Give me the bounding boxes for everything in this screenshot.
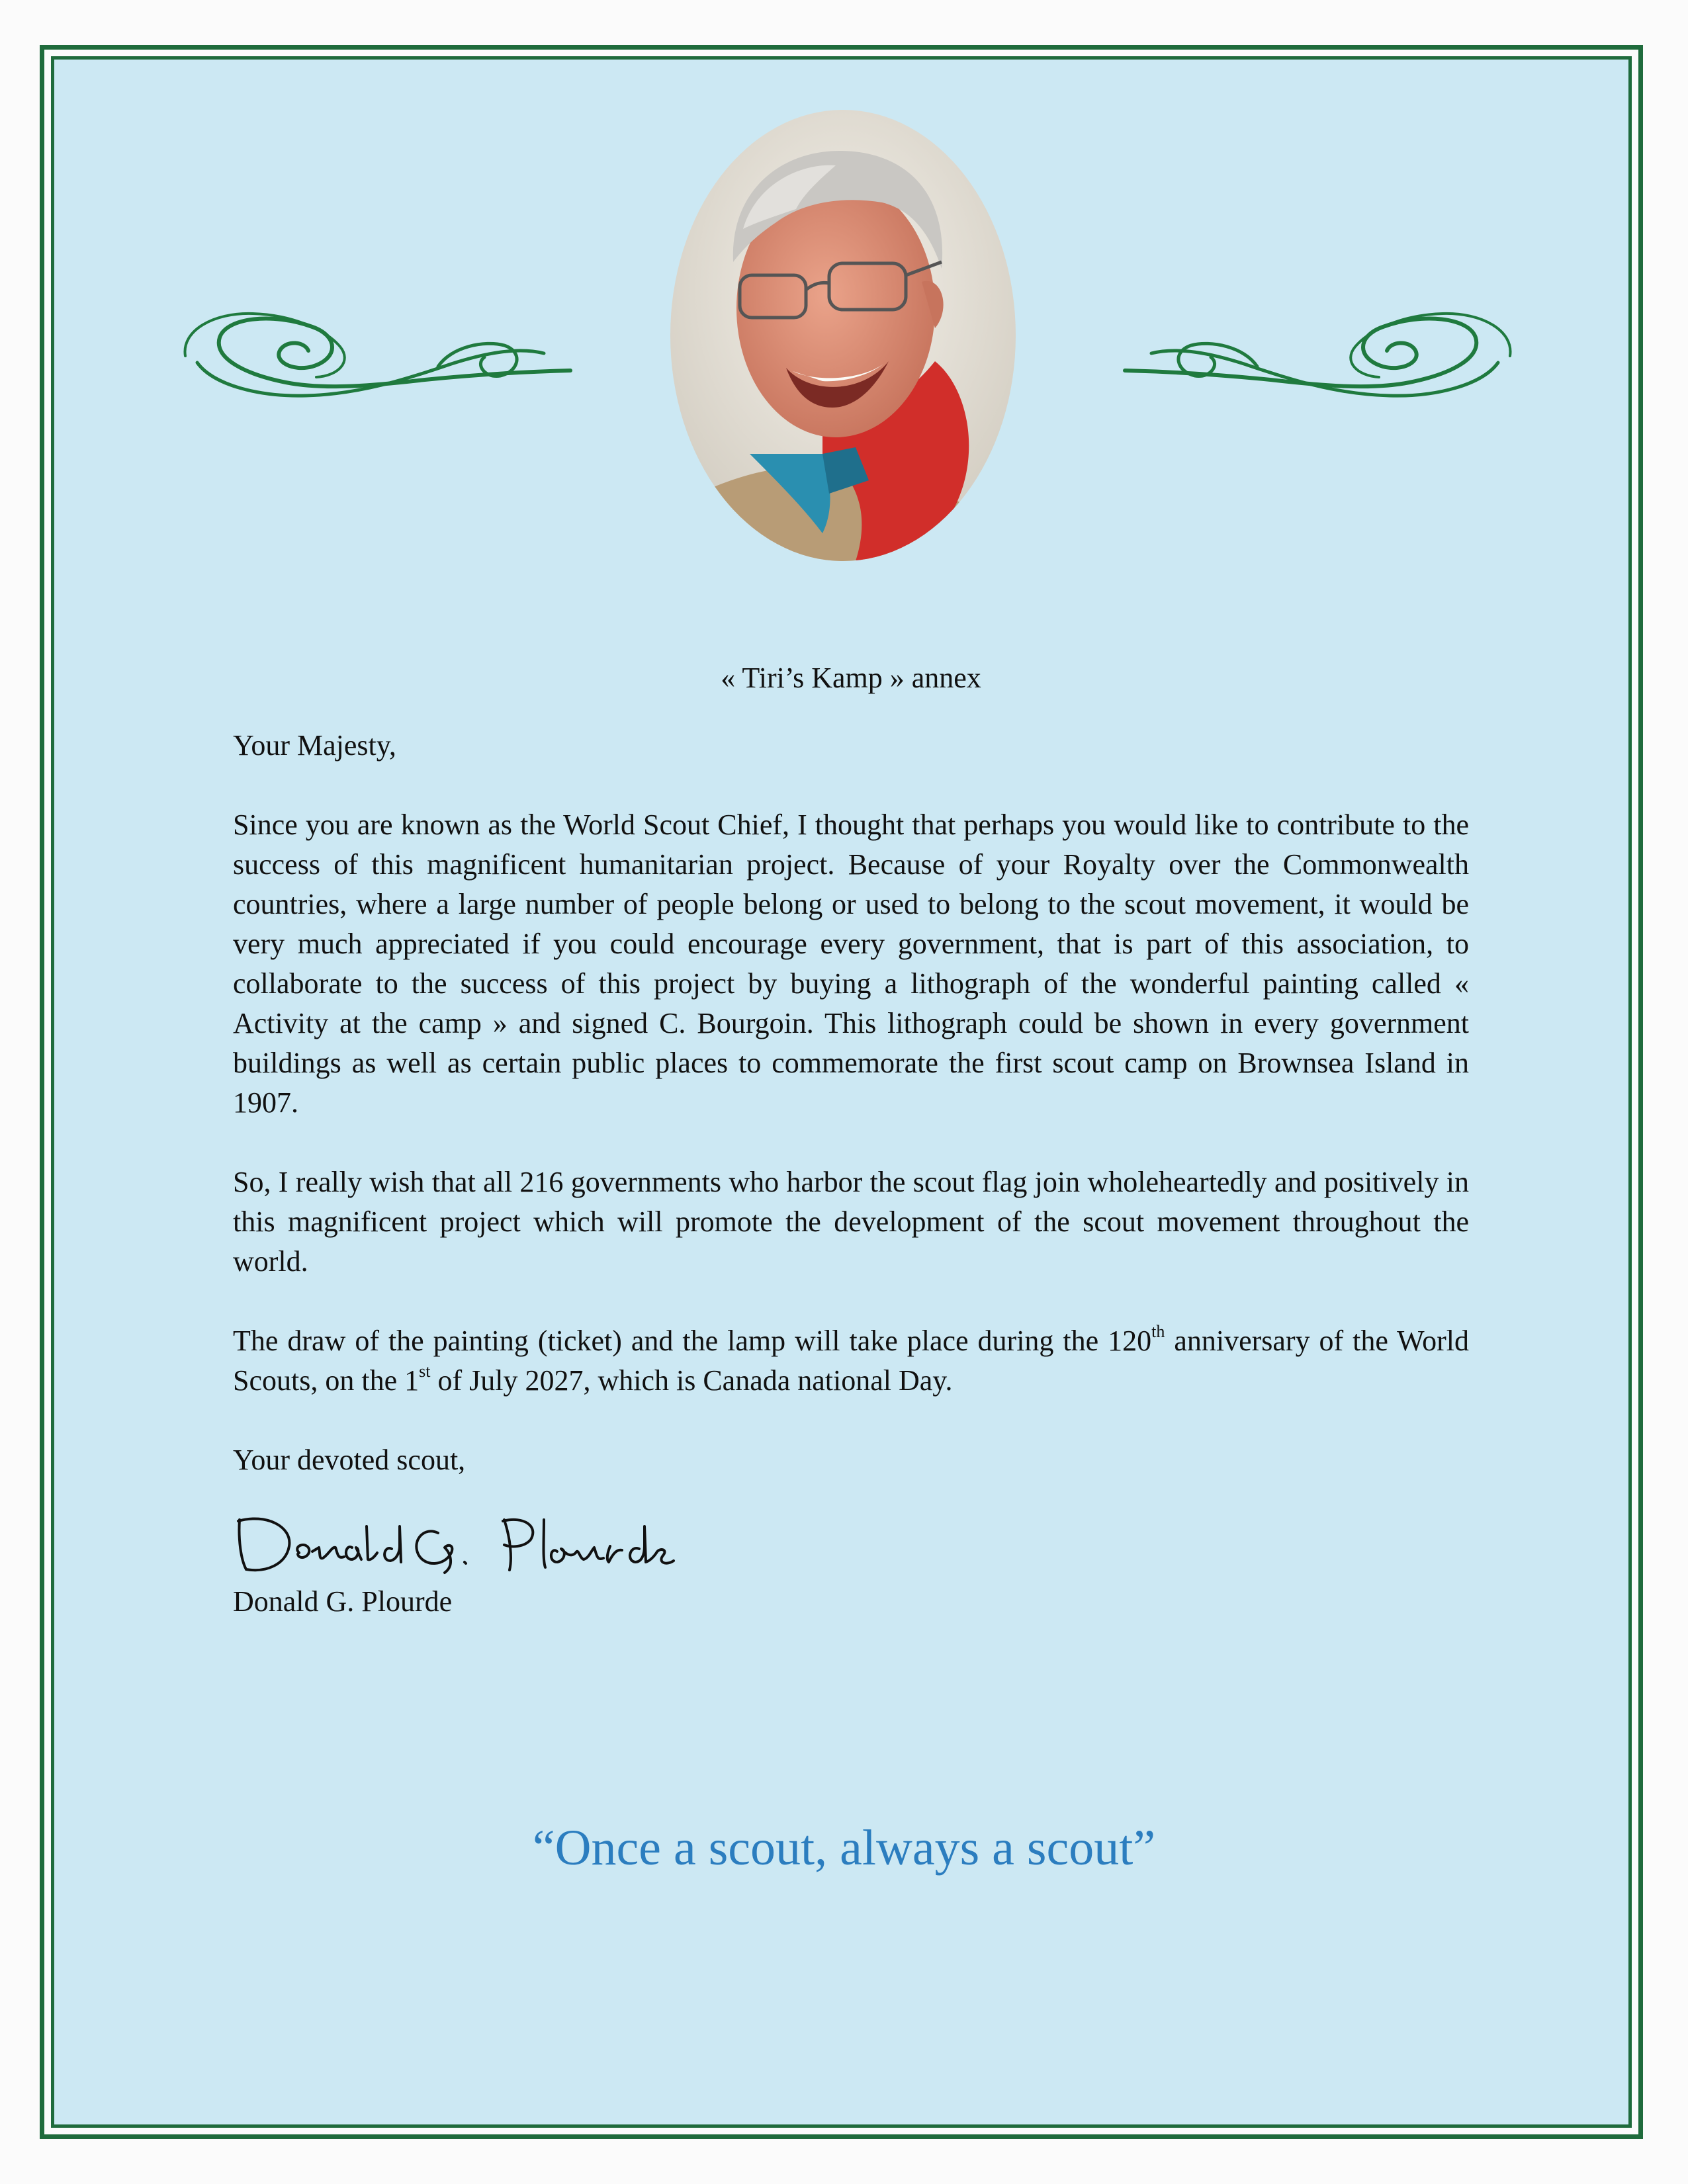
paragraph-3-part-2: anniversary of the World Scouts, on the 1 bbox=[233, 1325, 1469, 1397]
paragraph-2: So, I really wish that all 216 governments who harbor the scout flag join wholeheartedly and positively in this magnificent project which will promote the development of the scout movement throughout the world. bbox=[233, 1166, 1469, 1278]
portrait-photo bbox=[670, 110, 1016, 561]
ordinal-suffix: st bbox=[419, 1362, 431, 1381]
signer-name: Donald G. Plourde bbox=[233, 1585, 453, 1618]
right-flourish-icon bbox=[1112, 298, 1522, 417]
paragraph-3-part-1: The draw of the painting (ticket) and the lamp will take place during the 120 bbox=[233, 1325, 1152, 1357]
letter-heading: « Tiri’s Kamp » annex bbox=[721, 662, 981, 694]
handwritten-signature bbox=[226, 1507, 676, 1579]
paragraph-1: Since you are known as the World Scout Chief, I thought that perhaps you would like to contribute to the success of this magnificent humanitarian project. Because of your Royalty over the Commonwealth countries, where a large number of people belong or used to belong to the scout movement, it would be very much appreciated if you could encourage every government, that is part of this association, to collaborate to the success of this project by buying a lithograph of the wonderful painting called « Activity at the camp » and signed C. Bourgoin. This lithograph could be shown in every government buildings as well as certain public places to commemorate the first scout camp on Brownsea Island in 1907. bbox=[233, 808, 1469, 1119]
paragraph-3 bbox=[233, 1321, 1469, 1401]
left-flourish-icon bbox=[173, 298, 584, 417]
motto: “Once a scout, always a scout” bbox=[532, 1820, 1156, 1876]
ordinal-suffix: th bbox=[1151, 1322, 1165, 1342]
closing: Your devoted scout, bbox=[233, 1444, 466, 1476]
letter-body bbox=[233, 658, 1469, 1622]
salutation: Your Majesty, bbox=[233, 729, 396, 762]
paragraph-3-part-3: of July 2027, which is Canada national Day. bbox=[430, 1364, 953, 1397]
